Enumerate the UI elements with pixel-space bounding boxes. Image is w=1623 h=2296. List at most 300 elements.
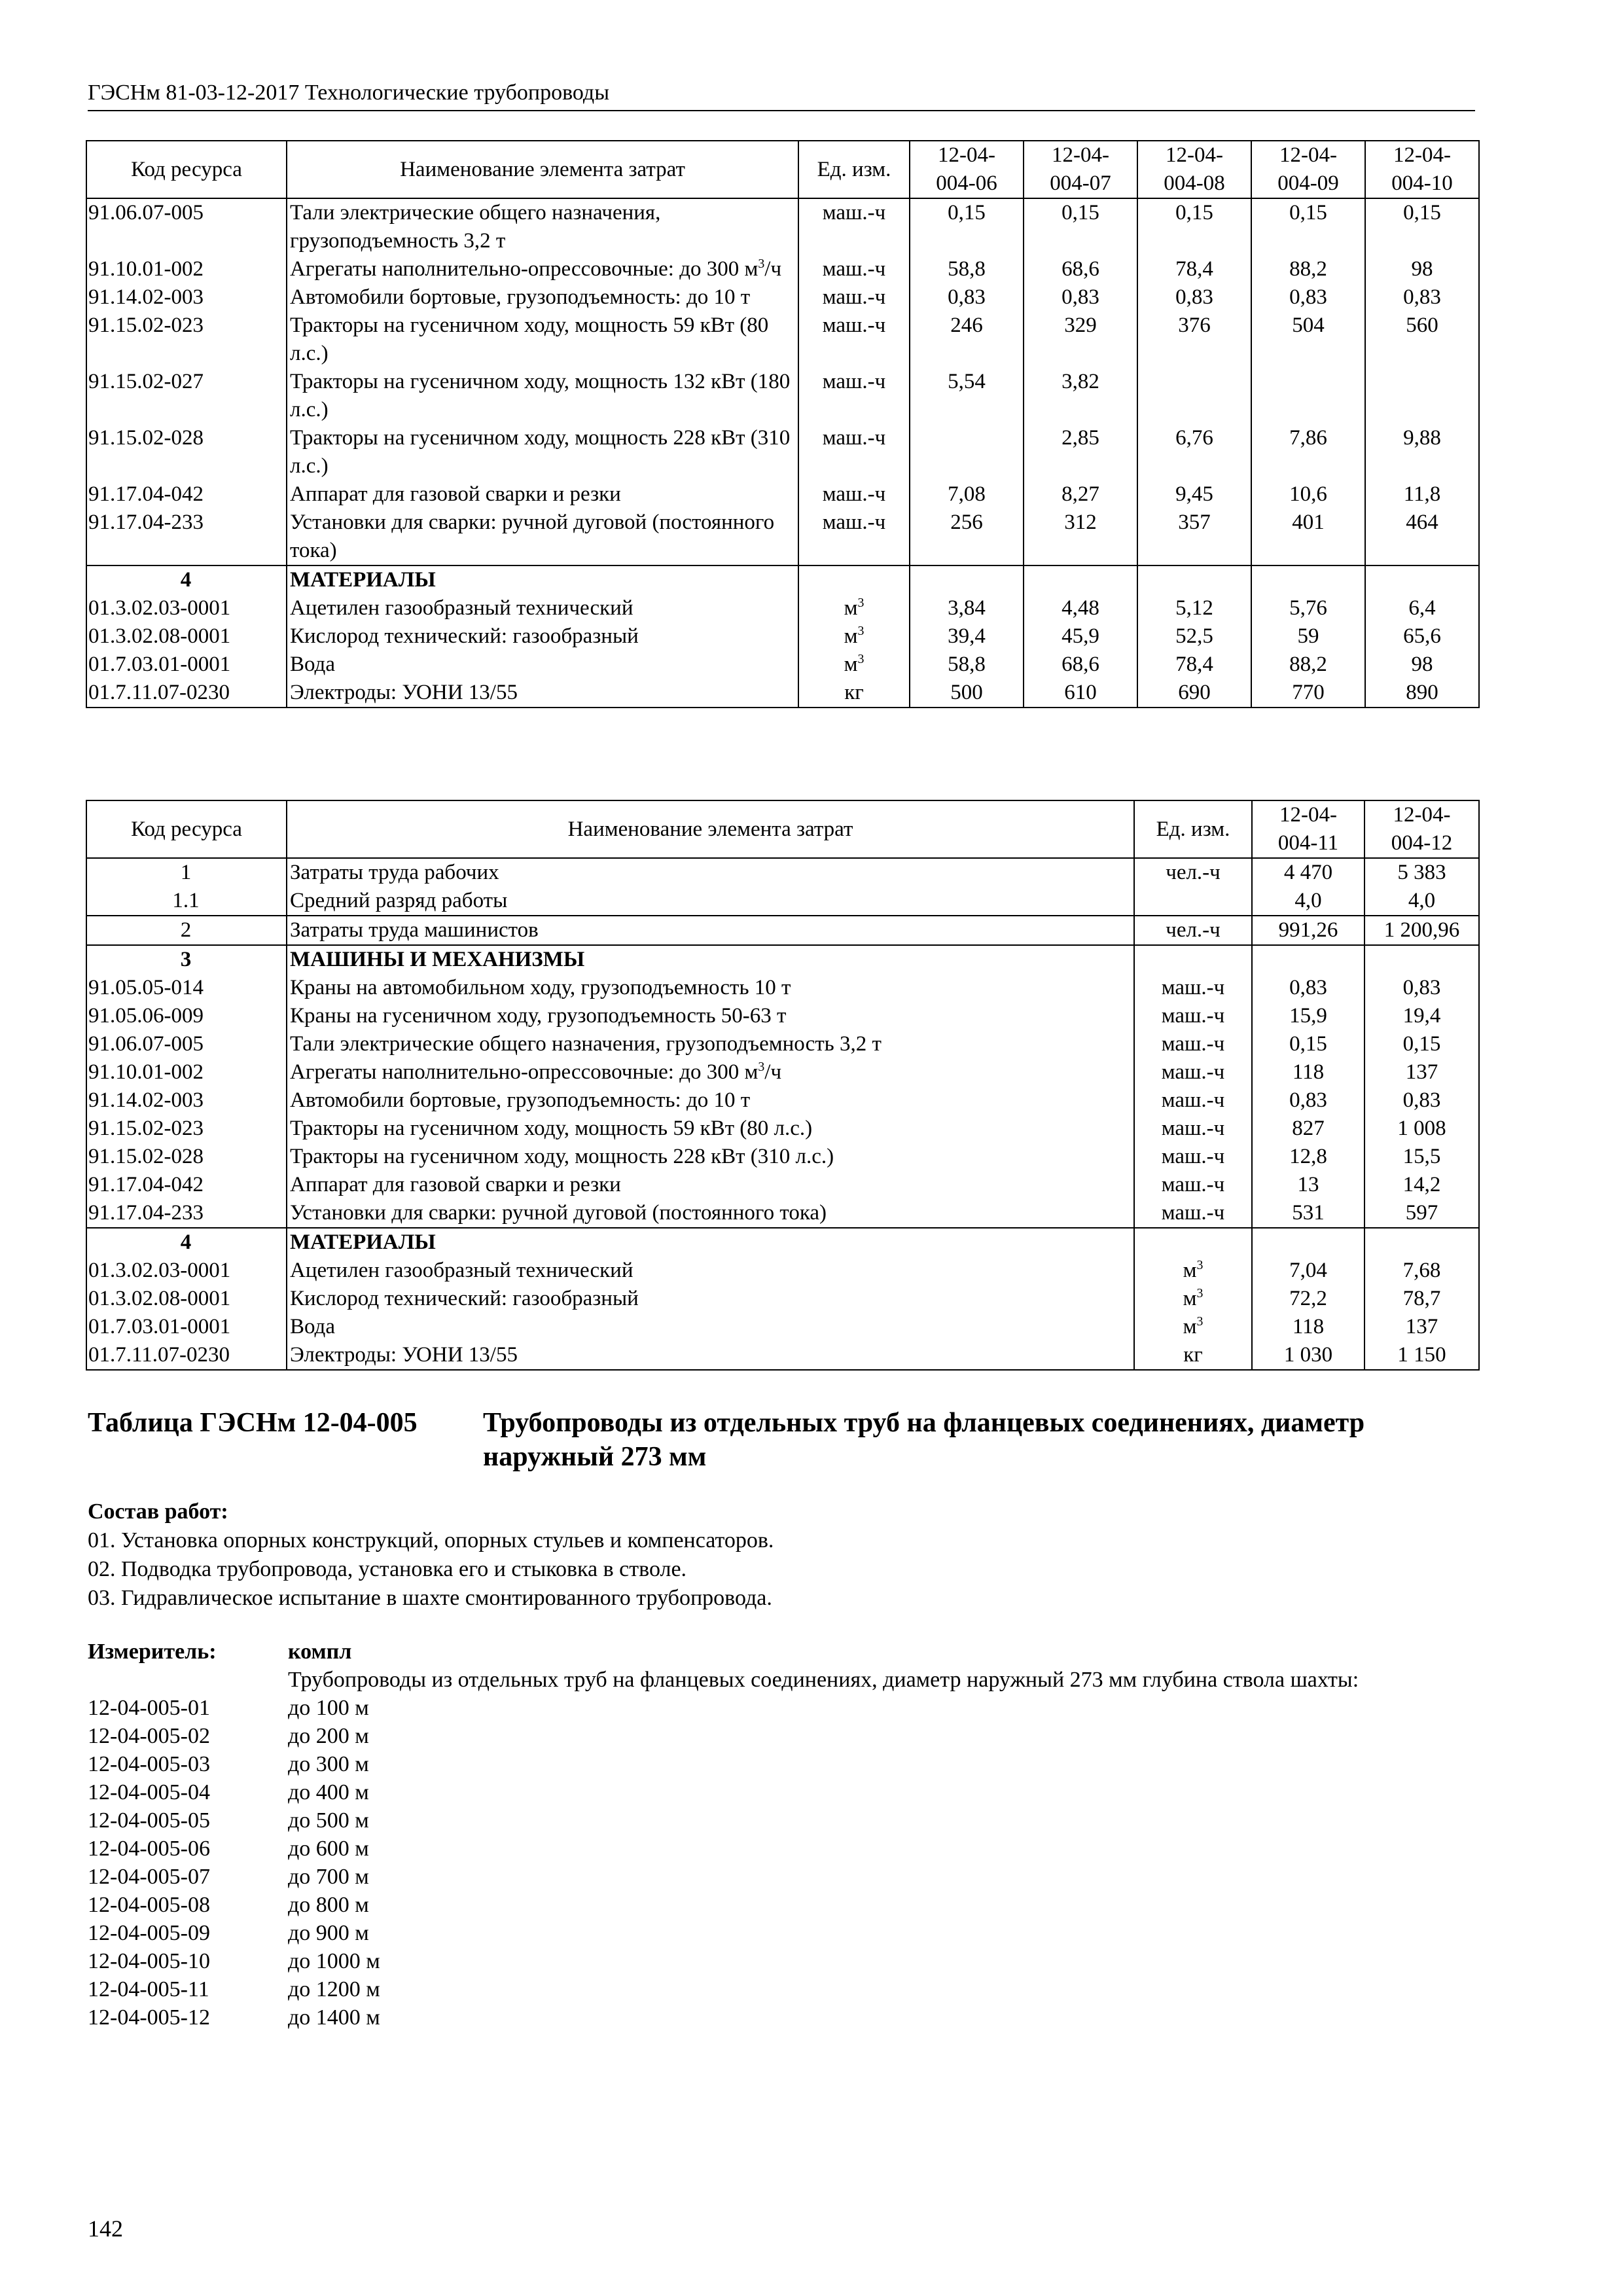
value-cell: 0,15 — [1364, 1030, 1479, 1058]
resource-code: 01.3.02.08-0001 — [86, 622, 287, 651]
superscript: 3 — [1196, 1258, 1204, 1272]
resource-table-004-06-10 — [86, 140, 1480, 708]
table-row — [86, 651, 1479, 679]
resource-code: 01.7.03.01-0001 — [86, 1313, 287, 1341]
superscript: 3 — [1196, 1314, 1204, 1329]
table-row — [86, 198, 1479, 255]
table-row — [86, 283, 1479, 312]
value-cell: 72,2 — [1252, 1285, 1364, 1313]
resource-table-004-11-12 — [86, 800, 1480, 1371]
table-row — [86, 1285, 1479, 1313]
value-cell: 7,86 — [1251, 424, 1365, 480]
work-composition-label: Состав работ: — [88, 1499, 228, 1524]
value-cell: 88,2 — [1251, 651, 1365, 679]
measure-item-text: до 400 м — [288, 1780, 369, 1804]
measure-item — [88, 1778, 1475, 1806]
table-row — [86, 1341, 1479, 1370]
table-row — [86, 1115, 1479, 1143]
measure-item-text: до 300 м — [288, 1752, 369, 1776]
resource-name: Электроды: УОНИ 13/55 — [287, 679, 798, 708]
measure-items — [88, 1694, 1475, 2032]
value-cell: 5,54 — [910, 368, 1024, 424]
header-column: 12-04- 004-11 — [1252, 800, 1364, 858]
unit: маш.-ч — [798, 312, 910, 368]
value-cell: 401 — [1251, 509, 1365, 565]
value-cell: 0,83 — [1364, 1086, 1479, 1115]
value-cell: 78,7 — [1364, 1285, 1479, 1313]
header-code: Код ресурса — [86, 141, 287, 198]
value-cell: 0,15 — [1252, 1030, 1364, 1058]
header-unit: Ед. изм. — [1134, 800, 1252, 858]
value-cell: 5,12 — [1137, 594, 1251, 622]
value-cell: 58,8 — [910, 651, 1024, 679]
unit: $м^3$ — [1134, 1257, 1252, 1285]
resource-code: 91.15.02-027 — [86, 368, 287, 424]
table-row — [86, 1143, 1479, 1171]
resource-name: Краны на автомобильном ходу, грузоподъемность 10 т — [287, 974, 1134, 1002]
value-cell: 0,83 — [910, 283, 1024, 312]
value-cell: 98 — [1365, 255, 1479, 283]
header-column: 12-04- 004-10 — [1365, 141, 1479, 198]
measure-item — [88, 1975, 1475, 2003]
resource-code: 2 — [86, 916, 287, 945]
value-cell: 98 — [1365, 651, 1479, 679]
measure-item — [88, 1947, 1475, 1975]
table-row — [86, 858, 1479, 887]
value-cell: 770 — [1251, 679, 1365, 708]
value-cell: 7,08 — [910, 480, 1024, 509]
resource-name: Тракторы на гусеничном ходу, мощность 228 кВт (310 л.с.) — [287, 424, 798, 480]
measure-item-text: до 1400 м — [288, 2005, 380, 2030]
value-cell: 78,4 — [1137, 255, 1251, 283]
value-cell: 7,68 — [1364, 1257, 1479, 1285]
resource-code: 91.14.02-003 — [86, 1086, 287, 1115]
value-cell — [1024, 565, 1137, 594]
resource-name: Аппарат для газовой сварки и резки — [287, 1171, 1134, 1199]
measure-item — [88, 2003, 1475, 2032]
value-cell: 15,9 — [1252, 1002, 1364, 1030]
resource-name: Кислород технический: газообразный — [287, 622, 798, 651]
value-cell: 15,5 — [1364, 1143, 1479, 1171]
resource-code: 1 — [86, 858, 287, 887]
value-cell: 560 — [1365, 312, 1479, 368]
resource-code: 4 — [86, 565, 287, 594]
measure-item-code: 12-04-005-11 — [88, 1977, 209, 2001]
section-row — [86, 945, 1479, 974]
value-cell — [910, 424, 1024, 480]
unit: $м^3$ — [798, 651, 910, 679]
table-row — [86, 1058, 1479, 1086]
value-cell: 464 — [1365, 509, 1479, 565]
value-cell: 118 — [1252, 1313, 1364, 1341]
resource-code: 01.7.11.07-0230 — [86, 1341, 287, 1370]
resource-name: Электроды: УОНИ 13/55 — [287, 1341, 1134, 1370]
header-name: Наименование элемента затрат — [287, 800, 1134, 858]
value-cell: 7,04 — [1252, 1257, 1364, 1285]
header-name: Наименование элемента затрат — [287, 141, 798, 198]
superscript: 3 — [758, 1060, 765, 1074]
resource-code: 91.17.04-233 — [86, 1199, 287, 1228]
resource-name: Краны на гусеничном ходу, грузоподъемность 50-63 т — [287, 1002, 1134, 1030]
value-cell: 0,83 — [1137, 283, 1251, 312]
resource-name: Автомобили бортовые, грузоподъемность: до 10 т — [287, 283, 798, 312]
measure-item-text: до 900 м — [288, 1921, 369, 1945]
value-cell: 58,8 — [910, 255, 1024, 283]
value-cell: 256 — [910, 509, 1024, 565]
value-cell — [910, 565, 1024, 594]
unit — [1134, 1228, 1252, 1257]
table-row — [86, 509, 1479, 565]
table-row — [86, 1171, 1479, 1199]
resource-code: 91.15.02-023 — [86, 312, 287, 368]
measure-description: Трубопроводы из отдельных труб на фланцевых соединениях, диаметр наружный 273 мм глубина ствола шахты: — [288, 1668, 1359, 1692]
value-cell — [1365, 368, 1479, 424]
resource-code: 91.17.04-233 — [86, 509, 287, 565]
unit: маш.-ч — [798, 283, 910, 312]
superscript: 3 — [1196, 1286, 1204, 1300]
unit: кг — [798, 679, 910, 708]
measure-item-code: 12-04-005-06 — [88, 1837, 210, 1861]
value-cell: 11,8 — [1365, 480, 1479, 509]
resource-name: Тракторы на гусеничном ходу, мощность 59 кВт (80 л.с.) — [287, 1115, 1134, 1143]
measure-label: Измеритель: — [88, 1640, 217, 1664]
value-cell: 9,88 — [1365, 424, 1479, 480]
value-cell — [1364, 945, 1479, 974]
unit: маш.-ч — [1134, 1002, 1252, 1030]
unit: кг — [1134, 1341, 1252, 1370]
value-cell: 4,0 — [1252, 887, 1364, 916]
value-cell: 827 — [1252, 1115, 1364, 1143]
table-row — [86, 887, 1479, 916]
table-row — [86, 480, 1479, 509]
resource-code: 01.3.02.03-0001 — [86, 594, 287, 622]
unit: маш.-ч — [798, 480, 910, 509]
resource-code: 91.17.04-042 — [86, 480, 287, 509]
resource-code: 91.15.02-023 — [86, 1115, 287, 1143]
measure-item-code: 12-04-005-09 — [88, 1921, 210, 1945]
measure-item-text: до 700 м — [288, 1865, 369, 1889]
value-cell: 5 383 — [1364, 858, 1479, 887]
value-cell: 690 — [1137, 679, 1251, 708]
unit: $м^3$ — [798, 594, 910, 622]
measure-item-code: 12-04-005-02 — [88, 1724, 210, 1748]
measure-item-code: 12-04-005-07 — [88, 1865, 210, 1889]
header-column: 12-04- 004-12 — [1364, 800, 1479, 858]
measure-item — [88, 1863, 1475, 1891]
resource-code: 91.15.02-028 — [86, 1143, 287, 1171]
value-cell: 9,45 — [1137, 480, 1251, 509]
value-cell: 8,27 — [1024, 480, 1137, 509]
value-cell: 597 — [1364, 1199, 1479, 1228]
value-cell: 531 — [1252, 1199, 1364, 1228]
unit: маш.-ч — [798, 509, 910, 565]
value-cell — [1252, 945, 1364, 974]
resource-name: МАШИНЫ И МЕХАНИЗМЫ — [287, 945, 1134, 974]
resource-name: МАТЕРИАЛЫ — [287, 565, 798, 594]
value-cell: 137 — [1364, 1313, 1479, 1341]
running-header: ГЭСНм 81-03-12-2017 Технологические трубопроводы — [88, 79, 1475, 111]
measure-item-code: 12-04-005-10 — [88, 1949, 210, 1973]
superscript: 3 — [857, 652, 865, 666]
value-cell: 1 030 — [1252, 1341, 1364, 1370]
resource-code: 01.7.11.07-0230 — [86, 679, 287, 708]
value-cell: 1 200,96 — [1364, 916, 1479, 945]
table-body — [86, 198, 1479, 708]
header-unit: Ед. изм. — [798, 141, 910, 198]
value-cell: 246 — [910, 312, 1024, 368]
value-cell: 0,15 — [1024, 198, 1137, 255]
page-number: 142 — [88, 2215, 123, 2242]
unit: маш.-ч — [798, 368, 910, 424]
unit: маш.-ч — [1134, 1058, 1252, 1086]
resource-name: Установки для сварки: ручной дуговой (постоянного тока) — [287, 1199, 1134, 1228]
unit: $м^3$ — [1134, 1313, 1252, 1341]
measure-item-text: до 100 м — [288, 1696, 369, 1720]
value-cell: 0,15 — [1137, 198, 1251, 255]
header-code: Код ресурса — [86, 800, 287, 858]
resource-code: 01.3.02.08-0001 — [86, 1285, 287, 1313]
value-cell: 45,9 — [1024, 622, 1137, 651]
unit: маш.-ч — [1134, 1143, 1252, 1171]
resource-code: 91.05.06-009 — [86, 1002, 287, 1030]
superscript: 3 — [758, 257, 765, 271]
measure-unit: компл — [288, 1640, 352, 1664]
header-column: 12-04- 004-08 — [1137, 141, 1251, 198]
resource-code: 91.10.01-002 — [86, 255, 287, 283]
value-cell: 376 — [1137, 312, 1251, 368]
table-row — [86, 1030, 1479, 1058]
value-cell: 3,82 — [1024, 368, 1137, 424]
superscript: 3 — [857, 596, 865, 610]
value-cell: 13 — [1252, 1171, 1364, 1199]
resource-code: 3 — [86, 945, 287, 974]
value-cell: 2,85 — [1024, 424, 1137, 480]
value-cell — [1252, 1228, 1364, 1257]
table-body — [86, 858, 1479, 1370]
unit: чел.-ч — [1134, 916, 1252, 945]
table-row — [86, 1257, 1479, 1285]
resource-name: Тали электрические общего назначения, грузоподъемность 3,2 т — [287, 1030, 1134, 1058]
unit: маш.-ч — [1134, 1115, 1252, 1143]
resource-code: 91.15.02-028 — [86, 424, 287, 480]
measure-item — [88, 1694, 1475, 1722]
table-row — [86, 368, 1479, 424]
value-cell: 0,83 — [1251, 283, 1365, 312]
table-row — [86, 1199, 1479, 1228]
unit: чел.-ч — [1134, 858, 1252, 887]
measure-item-text: до 500 м — [288, 1808, 369, 1833]
table-row — [86, 1086, 1479, 1115]
value-cell: 312 — [1024, 509, 1137, 565]
measure-item — [88, 1835, 1475, 1863]
value-cell: 3,84 — [910, 594, 1024, 622]
resource-code: 91.05.05-014 — [86, 974, 287, 1002]
resource-name: МАТЕРИАЛЫ — [287, 1228, 1134, 1257]
resource-name: Ацетилен газообразный технический — [287, 594, 798, 622]
measure-item-text: до 1200 м — [288, 1977, 380, 2001]
value-cell: 0,83 — [1024, 283, 1137, 312]
resource-name: Тракторы на гусеничном ходу, мощность 228 кВт (310 л.с.) — [287, 1143, 1134, 1171]
unit: маш.-ч — [1134, 1086, 1252, 1115]
value-cell: 65,6 — [1365, 622, 1479, 651]
value-cell — [1251, 565, 1365, 594]
value-cell: 5,76 — [1251, 594, 1365, 622]
resource-name: Агрегаты наполнительно-опрессовочные: до 300 $м^3/ч$ — [287, 255, 798, 283]
resource-name: Аппарат для газовой сварки и резки — [287, 480, 798, 509]
work-item: 03. Гидравлическое испытание в шахте смонтированного трубопровода. — [88, 1586, 772, 1610]
value-cell — [1137, 368, 1251, 424]
unit: $м^3$ — [1134, 1285, 1252, 1313]
value-cell: 504 — [1251, 312, 1365, 368]
resource-name: Тракторы на гусеничном ходу, мощность 132 кВт (180 л.с.) — [287, 368, 798, 424]
value-cell: 14,2 — [1364, 1171, 1479, 1199]
work-composition — [88, 1498, 774, 1613]
unit — [1134, 887, 1252, 916]
value-cell: 68,6 — [1024, 255, 1137, 283]
resource-code: 91.17.04-042 — [86, 1171, 287, 1199]
measure-item-code: 12-04-005-01 — [88, 1696, 210, 1720]
measure-item-text: до 600 м — [288, 1837, 369, 1861]
table-header-row — [86, 141, 1479, 198]
value-cell: 68,6 — [1024, 651, 1137, 679]
section-row — [86, 916, 1479, 945]
unit: $м^3$ — [798, 622, 910, 651]
resource-name: Затраты труда машинистов — [287, 916, 1134, 945]
table-row — [86, 974, 1479, 1002]
value-cell: 1 150 — [1364, 1341, 1479, 1370]
measure-item-text: до 200 м — [288, 1724, 369, 1748]
value-cell: 78,4 — [1137, 651, 1251, 679]
header-column: 12-04- 004-07 — [1024, 141, 1137, 198]
value-cell: 19,4 — [1364, 1002, 1479, 1030]
value-cell: 0,15 — [1365, 198, 1479, 255]
table-row — [86, 594, 1479, 622]
value-cell: 0,83 — [1252, 974, 1364, 1002]
work-item: 01. Установка опорных конструкций, опорных стульев и компенсаторов. — [88, 1528, 774, 1552]
value-cell: 59 — [1251, 622, 1365, 651]
measure-item-code: 12-04-005-04 — [88, 1780, 210, 1804]
measure-item-code: 12-04-005-08 — [88, 1893, 210, 1917]
resource-code: 4 — [86, 1228, 287, 1257]
resource-name: Вода — [287, 651, 798, 679]
value-cell: 0,83 — [1252, 1086, 1364, 1115]
unit — [798, 565, 910, 594]
measure-item — [88, 1722, 1475, 1750]
value-cell: 10,6 — [1251, 480, 1365, 509]
resource-name: Агрегаты наполнительно-опрессовочные: до 300 $м^3/ч$ — [287, 1058, 1134, 1086]
unit: маш.-ч — [1134, 974, 1252, 1002]
resource-name: Ацетилен газообразный технический — [287, 1257, 1134, 1285]
header-column: 12-04- 004-06 — [910, 141, 1024, 198]
measure-item — [88, 1750, 1475, 1778]
table-row — [86, 622, 1479, 651]
measure-item — [88, 1806, 1475, 1835]
resource-name: Автомобили бортовые, грузоподъемность: до 10 т — [287, 1086, 1134, 1115]
header-column: 12-04- 004-09 — [1251, 141, 1365, 198]
value-cell: 890 — [1365, 679, 1479, 708]
value-cell: 0,15 — [1251, 198, 1365, 255]
value-cell: 4,48 — [1024, 594, 1137, 622]
value-cell: 500 — [910, 679, 1024, 708]
table-row — [86, 679, 1479, 708]
measure-header — [88, 1638, 1475, 1666]
table-row — [86, 255, 1479, 283]
measure-item-code: 12-04-005-05 — [88, 1808, 210, 1833]
value-cell — [1364, 1228, 1479, 1257]
value-cell: 88,2 — [1251, 255, 1365, 283]
resource-name: Тали электрические общего назначения, грузоподъемность 3,2 т — [287, 198, 798, 255]
unit: маш.-ч — [1134, 1030, 1252, 1058]
resource-code: 1.1 — [86, 887, 287, 916]
measure-item-text: до 1000 м — [288, 1949, 380, 1973]
resource-code: 91.14.02-003 — [86, 283, 287, 312]
resource-code: 91.06.07-005 — [86, 1030, 287, 1058]
unit: маш.-ч — [798, 255, 910, 283]
table-title-text: Трубопроводы из отдельных труб на фланцевых соединениях, диаметр наружный 273 мм — [483, 1408, 1365, 1472]
unit — [1134, 945, 1252, 974]
resource-name: Вода — [287, 1313, 1134, 1341]
resource-code: 91.06.07-005 — [86, 198, 287, 255]
measurement-block — [88, 1638, 1475, 2032]
resource-name: Тракторы на гусеничном ходу, мощность 59 кВт (80 л.с.) — [287, 312, 798, 368]
value-cell: 1 008 — [1364, 1115, 1479, 1143]
section-row — [86, 1228, 1479, 1257]
table-row — [86, 312, 1479, 368]
table-row — [86, 1313, 1479, 1341]
resource-name: Средний разряд работы — [287, 887, 1134, 916]
superscript: 3 — [857, 624, 865, 638]
value-cell: 357 — [1137, 509, 1251, 565]
resource-code: 01.7.03.01-0001 — [86, 651, 287, 679]
value-cell — [1137, 565, 1251, 594]
value-cell: 991,26 — [1252, 916, 1364, 945]
value-cell — [1251, 368, 1365, 424]
value-cell: 0,83 — [1364, 974, 1479, 1002]
section-row — [86, 565, 1479, 594]
measure-item — [88, 1919, 1475, 1947]
value-cell: 610 — [1024, 679, 1137, 708]
value-cell: 52,5 — [1137, 622, 1251, 651]
table-title-label: Таблица ГЭСНм 12-04-005 — [88, 1408, 418, 1438]
value-cell: 137 — [1364, 1058, 1479, 1086]
measure-item-text: до 800 м — [288, 1893, 369, 1917]
value-cell — [1365, 565, 1479, 594]
value-cell: 39,4 — [910, 622, 1024, 651]
resource-name: Затраты труда рабочих — [287, 858, 1134, 887]
resource-code: 01.3.02.03-0001 — [86, 1257, 287, 1285]
value-cell: 0,15 — [910, 198, 1024, 255]
work-item: 02. Подводка трубопровода, установка его и стыковка в стволе. — [88, 1557, 687, 1581]
table-row — [86, 1002, 1479, 1030]
unit: маш.-ч — [1134, 1199, 1252, 1228]
value-cell: 0,83 — [1365, 283, 1479, 312]
unit: маш.-ч — [798, 198, 910, 255]
value-cell: 12,8 — [1252, 1143, 1364, 1171]
table-header-row — [86, 800, 1479, 858]
value-cell: 6,76 — [1137, 424, 1251, 480]
value-cell: 6,4 — [1365, 594, 1479, 622]
value-cell: 329 — [1024, 312, 1137, 368]
resource-name: Установки для сварки: ручной дуговой (постоянного тока) — [287, 509, 798, 565]
unit: маш.-ч — [798, 424, 910, 480]
table-row — [86, 424, 1479, 480]
unit: маш.-ч — [1134, 1171, 1252, 1199]
value-cell: 118 — [1252, 1058, 1364, 1086]
value-cell: 4,0 — [1364, 887, 1479, 916]
measure-item-code: 12-04-005-12 — [88, 2005, 210, 2030]
measure-item — [88, 1891, 1475, 1919]
resource-name: Кислород технический: газообразный — [287, 1285, 1134, 1313]
